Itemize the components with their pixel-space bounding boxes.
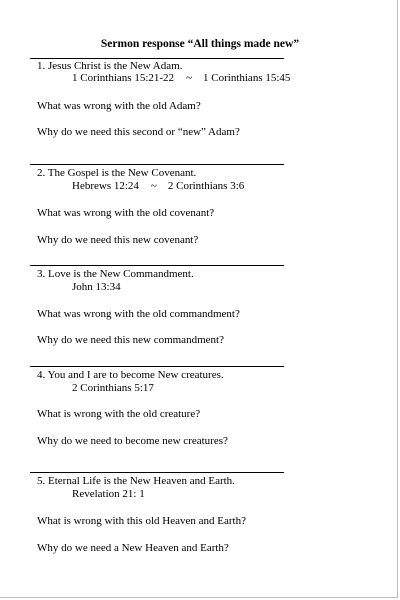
section-heading-2: 2. The Gospel is the New Covenant. — [37, 167, 197, 179]
scripture-ref-right: 1 Corinthians 15:45 — [203, 72, 291, 84]
section-divider — [30, 58, 284, 59]
question-5b: Why do we need a New Heaven and Earth? — [37, 542, 229, 554]
section-divider — [30, 472, 284, 473]
question-4a: What is wrong with the old creature? — [37, 408, 201, 420]
question-1b: Why do we need this second or “new” Adam? — [37, 126, 240, 138]
scripture-reference-5 — [72, 488, 145, 501]
ref-separator: ~ — [186, 72, 193, 84]
question-2b: Why do we need this new covenant? — [37, 234, 199, 246]
page-title: Sermon response “All things made new” — [100, 38, 300, 50]
question-1a: What was wrong with the old Adam? — [37, 100, 201, 112]
question-3b: Why do we need this new commandment? — [37, 334, 224, 346]
scripture-ref-left: 2 Corinthians 5:17 — [72, 382, 154, 394]
question-4b: Why do we need to become new creatures? — [37, 435, 228, 447]
scripture-reference-4 — [72, 382, 154, 395]
scripture-reference-2 — [72, 180, 244, 193]
section-divider — [30, 265, 284, 266]
question-5a: What is wrong with this old Heaven and Earth? — [37, 515, 246, 527]
question-2a: What was wrong with the old covenant? — [37, 207, 215, 219]
scripture-ref-left: Revelation 21: 1 — [72, 488, 145, 500]
section-divider — [30, 164, 284, 165]
section-heading-3: 3. Love is the New Commandment. — [37, 268, 194, 280]
section-heading-4: 4. You and I are to become New creatures. — [37, 369, 224, 381]
scripture-ref-left: John 13:34 — [72, 281, 121, 293]
section-heading-5: 5. Eternal Life is the New Heaven and Earth. — [37, 475, 235, 487]
question-3a: What was wrong with the old commandment? — [37, 308, 240, 320]
section-heading-1: 1. Jesus Christ is the New Adam. — [37, 60, 183, 72]
section-divider — [30, 366, 284, 367]
scripture-ref-left: Hebrews 12:24 — [72, 180, 139, 192]
scripture-ref-left: 1 Corinthians 15:21-22 — [72, 72, 175, 84]
ref-separator: ~ — [150, 180, 157, 192]
scripture-reference-3 — [72, 281, 121, 294]
scripture-ref-right: 2 Corinthians 3:6 — [167, 180, 245, 192]
scripture-reference-1 — [72, 72, 290, 85]
